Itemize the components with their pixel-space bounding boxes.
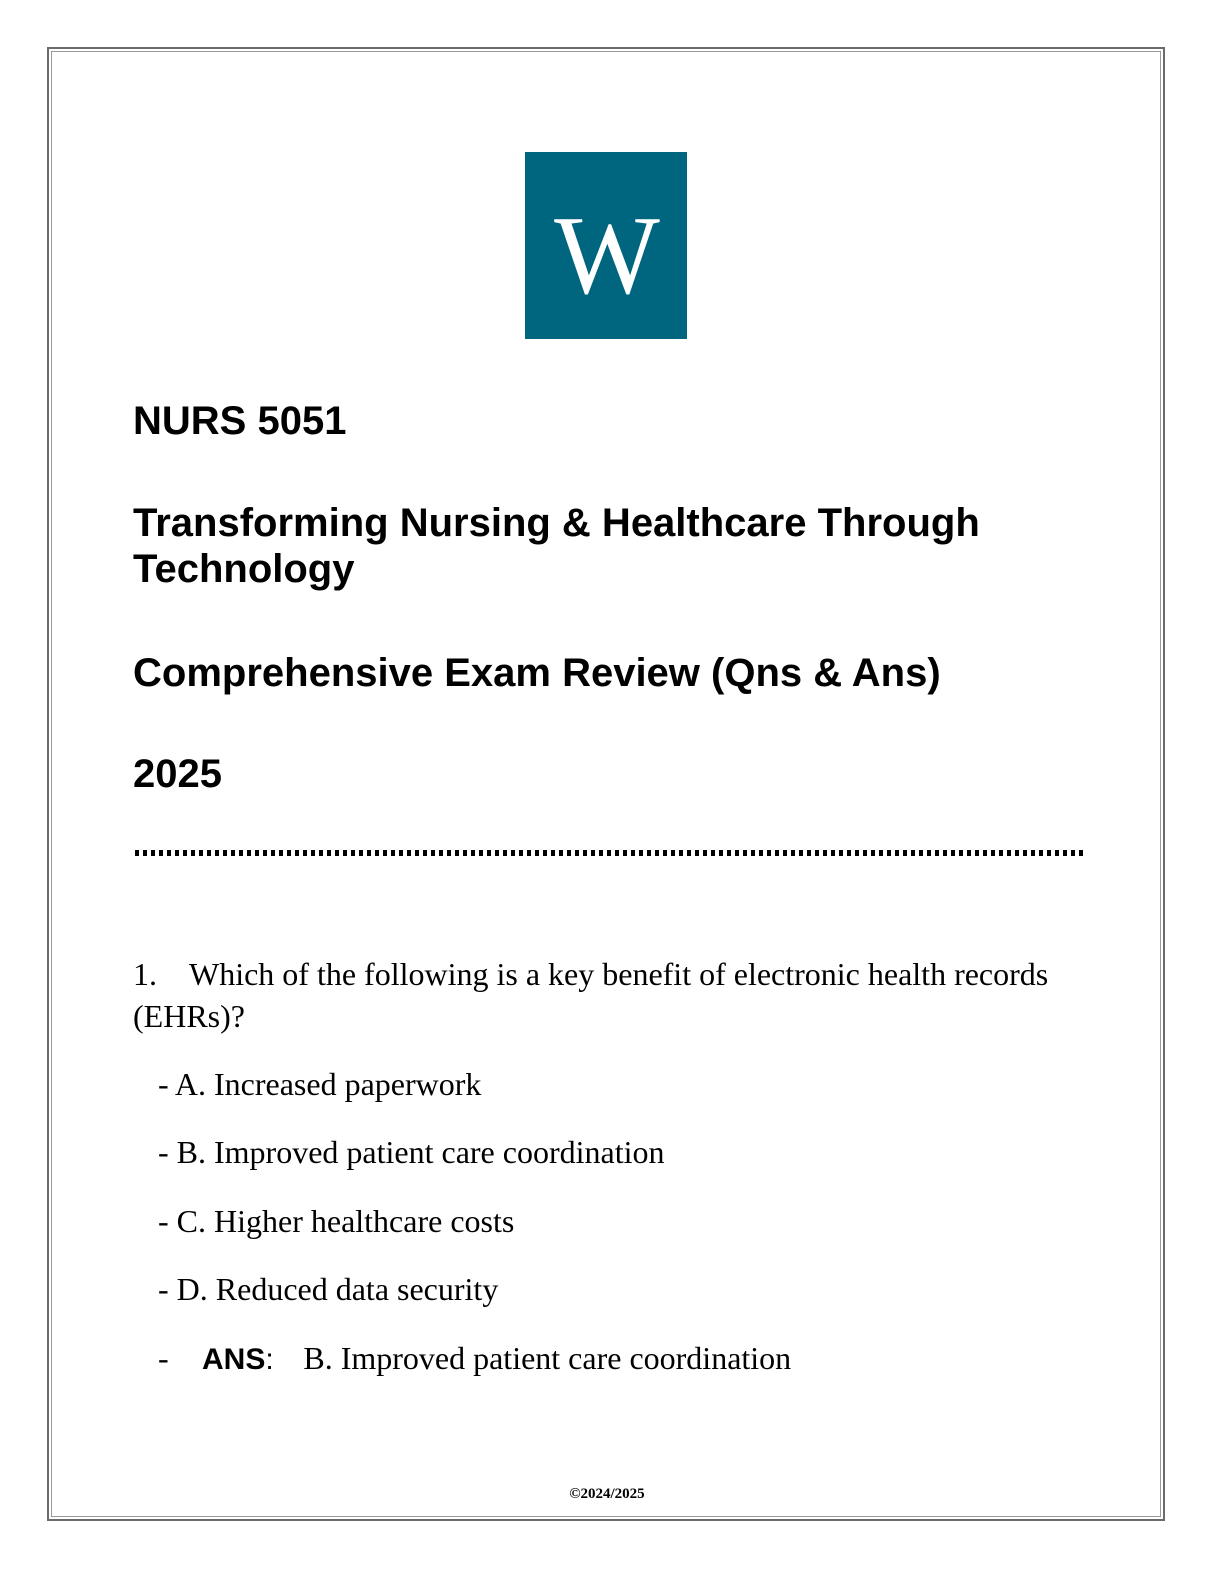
answer-line bbox=[158, 1338, 791, 1380]
answer-text: B. Improved patient care coordination bbox=[303, 1340, 792, 1376]
answer-colon: : bbox=[265, 1343, 274, 1376]
answer-dash: - bbox=[158, 1340, 169, 1376]
copyright-footer: ©2024/2025 bbox=[569, 1486, 645, 1502]
option-b: - B. Improved patient care coordination bbox=[158, 1134, 665, 1170]
course-code: NURS 5051 bbox=[133, 399, 347, 443]
course-title: Transforming Nursing & Healthcare Through Technology bbox=[133, 501, 980, 591]
option-c: - C. Higher healthcare costs bbox=[158, 1203, 515, 1239]
answer-label: ANS bbox=[202, 1343, 266, 1376]
document-year: 2025 bbox=[133, 752, 222, 796]
option-a: - A. Increased paperwork bbox=[158, 1066, 482, 1102]
logo-letter: W bbox=[554, 194, 660, 318]
document-title: Comprehensive Exam Review (Qns & Ans) bbox=[133, 651, 941, 695]
option-d: - D. Reduced data security bbox=[158, 1271, 499, 1307]
question-number: 1. bbox=[133, 956, 157, 992]
walden-logo bbox=[525, 152, 687, 339]
question-1 bbox=[133, 953, 1063, 1037]
question-text: Which of the following is a key benefit of electronic health records (EHRs)? bbox=[133, 956, 1049, 1034]
dotted-divider bbox=[133, 848, 1083, 858]
